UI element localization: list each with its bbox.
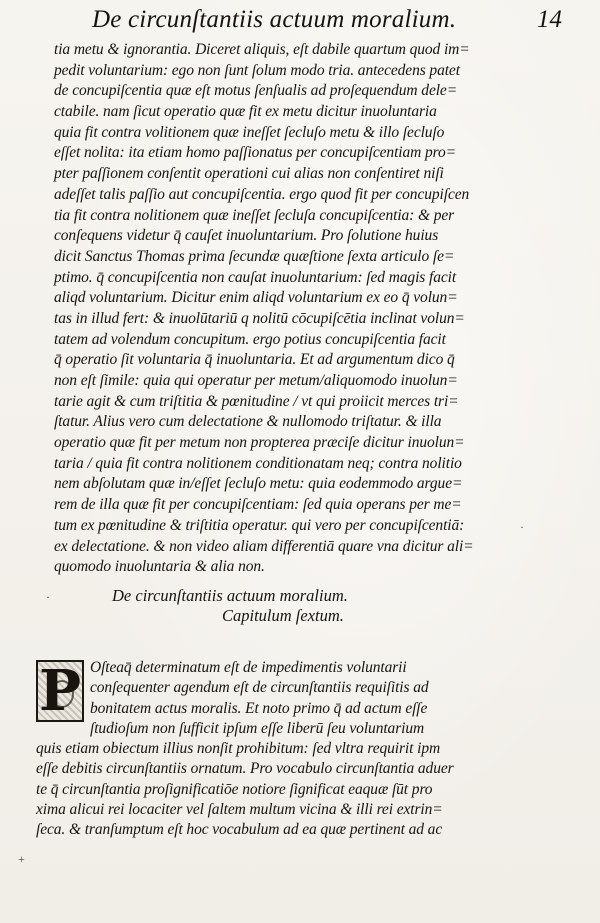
text-line: de concupiſcentia quæ eſt motus ſenſualis ad proſequendum dele= <box>54 82 458 100</box>
text-line: pter paſſionem conſentit operationi cui alias non conſentiret niſi <box>54 165 444 183</box>
page-number: 14 <box>537 6 562 33</box>
text-line: quis etiam obiectum illius nonſit prohibitum: ſed vltra requirit ipm <box>36 740 441 758</box>
text-line: tia metu & ignorantia. Diceret aliquis, eſt dabile quartum quod im= <box>54 41 470 58</box>
text-line: ctabile. nam ſicut operatio quæ fit ex metu dicitur inuoluntaria <box>54 103 437 121</box>
text-line: te q̄ circunſtantia proſignificatiōe notiore ſignificat eaquæ ſūt pro <box>36 780 433 798</box>
text-line: xima alicui rei locaciter vel ſaltem multum vicina & illi rei extrin= <box>36 801 443 819</box>
text-line: taria / quia fit contra nolitionem conditionatam neq; contra nolitio <box>54 454 462 472</box>
margin-mark: · <box>520 520 524 534</box>
text-line: tas in illud fert: & inuolūtariū q nolitū cōcupiſcētia inclinat volun= <box>54 309 465 327</box>
margin-mark: · <box>46 590 50 604</box>
text-line: ſtudioſum non ſufficit ipſum eſſe liberū ſeu voluntarium <box>90 719 425 737</box>
text-line: ptimo. q̄ concupiſcentia non cauſat inuoluntarium: ſed magis facit <box>54 268 457 286</box>
text-line: bonitatem actus moralis. Et noto primo q̄ ad actum eſſe <box>90 699 428 717</box>
chapter-text <box>36 658 556 841</box>
text-line: aliqd voluntarium. Dicitur enim aliqd voluntarium ex eo q̄ volun= <box>54 289 458 307</box>
running-head-title: De circunſtantiis actuum moralium. <box>92 6 457 33</box>
text-line: tum ex pœnitudine & triſtitia operatur. qui vero per concupiſcentiā: <box>54 516 465 534</box>
text-line: ex delectatione. & non video aliam differentiā quare vna dicitur ali= <box>54 537 474 555</box>
text-line: rem de illa quæ fit per concupiſcentiam: ſed quia operans per me= <box>54 496 462 514</box>
text-line: ſtatur. Alius vero cum delectatione & nullomodo triſtatur. & illa <box>54 413 442 431</box>
text-line: eſſet nolita: ita etiam homo paſſionatus per concupiſcentiam pro= <box>54 144 457 162</box>
running-head <box>92 6 562 36</box>
margin-mark: + <box>18 852 25 866</box>
text-line: Oſteaq̄ determinatum eſt de impedimentis voluntarii <box>90 659 407 676</box>
text-line: quia fit contra volitionem quæ ineſſet ſecluſo metu & illo ſecluſo <box>54 123 445 141</box>
chapter-title: De circunſtantiis actuum moralium. <box>112 586 348 605</box>
text-line: tarie agit & cum triſtitia & pœnitudine / vt qui proiicit merces tri= <box>54 392 459 410</box>
text-line: nem abſolutam quæ in/eſſet ſecluſo metu: quia eodemmodo argue= <box>54 475 463 493</box>
text-line: conſequens videtur q̄ cauſet inuoluntarium. Pro ſolutione huius <box>54 227 439 245</box>
text-line: quomodo inuoluntaria & alia non. <box>54 558 265 576</box>
chapter-number: Capitulum ſextum. <box>222 606 344 625</box>
initial-letter: P <box>38 658 82 724</box>
text-line: adeſſet talis paſſio aut concupiſcentia. ergo quod fit per concupiſcen <box>54 185 470 203</box>
body-text <box>54 40 554 578</box>
text-line: conſequenter agendum eſt de circunſtantiis requiſitis ad <box>90 679 429 697</box>
text-line: q̄ operatio ſit voluntaria q̄ inuoluntaria. Et ad argumentum dico q̄ <box>54 351 455 369</box>
text-line: tia fit contra nolitionem quæ ineſſet ſecluſa concupiſcentia: & per <box>54 206 455 224</box>
text-line: eſſe debitis circunſtantiis ornatum. Pro vocabulo circunſtantia aduer <box>36 760 454 778</box>
text-line: dicit Sanctus Thomas prima ſecundæ quæſtione ſexta articulo ſe= <box>54 247 455 265</box>
text-line: non eſt ſimile: quia qui operatur per metum/aliquomodo inuolun= <box>54 372 458 389</box>
text-line: ſeca. & tranſumptum eſt hoc vocabulum ad ea quæ pertinent ad ac <box>36 821 443 839</box>
text-line: pedit voluntarium: ego non ſunt ſolum modo tria. antecedens patet <box>54 61 460 79</box>
text-line: operatio quæ fit per metum non propterea præciſe dicitur inuolun= <box>54 434 465 452</box>
text-line: tatem ad volendum concupitum. ergo potius concupiſcentia facit <box>54 330 446 348</box>
